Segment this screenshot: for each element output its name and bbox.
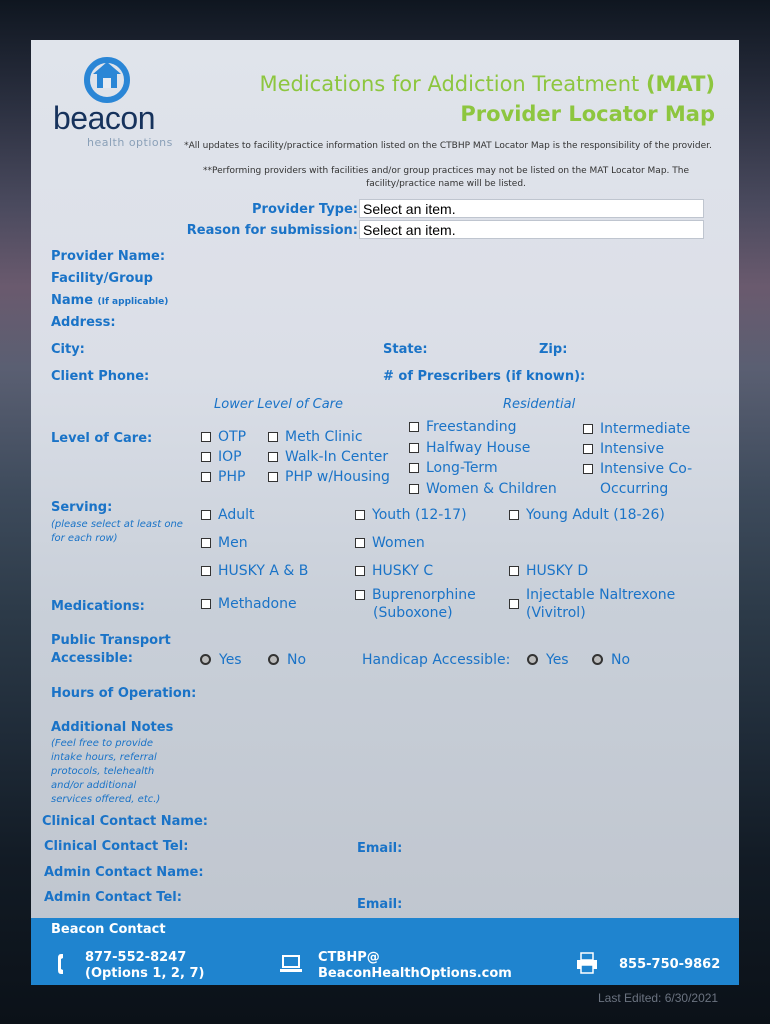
title-main: Medications for Addiction Treatment (259, 72, 640, 96)
phone-icon (57, 952, 71, 976)
halfway-label: Halfway House (426, 440, 531, 456)
provider-type-label: Provider Type: (252, 202, 358, 217)
husky-ab-label: HUSKY A & B (218, 563, 309, 579)
provider-type-select[interactable]: Select an item. (359, 199, 704, 218)
notes-hint: (Feel free to provide intake hours, referral protocols, telehealth and/or additional services offered, etc.) (51, 738, 161, 805)
footer-phone-options: (Options 1, 2, 7) (85, 966, 205, 981)
handicap-yes-label: Yes (546, 652, 569, 668)
checkbox-box[interactable] (201, 599, 211, 609)
public-transport-label-2: Accessible: (51, 651, 133, 666)
logo-tagline: health options (87, 136, 173, 149)
residential-heading: Residential (503, 397, 576, 412)
checkbox-women[interactable] (355, 535, 425, 551)
adult-label: Adult (218, 507, 255, 523)
zip-label: Zip: (539, 342, 568, 357)
checkbox-husky-d[interactable] (509, 563, 588, 579)
checkbox-box[interactable] (268, 472, 278, 482)
state-label: State: (383, 342, 428, 357)
checkbox-injectable[interactable] (509, 596, 526, 612)
laptop-icon (280, 954, 302, 974)
checkbox-box[interactable] (201, 566, 211, 576)
if-applicable-text: (If applicable) (97, 297, 169, 307)
footer-fax: 855-750-9862 (619, 957, 721, 972)
transport-yes-label: Yes (219, 652, 242, 668)
checkbox-box[interactable] (355, 566, 365, 576)
checkbox-intensive[interactable] (583, 441, 664, 457)
checkbox-intermediate[interactable] (583, 421, 690, 437)
page-title (259, 72, 715, 96)
checkbox-box[interactable] (409, 484, 419, 494)
name-label (51, 293, 168, 308)
checkbox-box[interactable] (509, 510, 519, 520)
radio-circle[interactable] (268, 654, 279, 665)
checkbox-long-term[interactable] (409, 460, 498, 476)
medications-label: Medications: (51, 599, 145, 614)
freestanding-label: Freestanding (426, 419, 517, 435)
checkbox-box[interactable] (201, 432, 211, 442)
serving-label: Serving: (51, 500, 113, 515)
level-of-care-label: Level of Care: (51, 431, 153, 446)
footer-phone: 877-552-8247 (85, 950, 187, 965)
admin-email-label: Email: (357, 897, 403, 912)
inj-label-1: Injectable Naltrexone (526, 587, 676, 603)
footer-email-line-2: BeaconHealthOptions.com (318, 966, 512, 981)
radio-handicap-no[interactable] (592, 652, 630, 668)
checkbox-box[interactable] (509, 599, 519, 609)
title-abbr: (MAT) (645, 72, 715, 96)
client-phone-label: Client Phone: (51, 369, 150, 384)
form-page (31, 40, 739, 985)
public-transport-label-1: Public Transport (51, 633, 171, 648)
checkbox-buprenorphine[interactable] (355, 587, 476, 603)
beacon-house-icon (77, 54, 137, 106)
handicap-no-label: No (611, 652, 631, 668)
checkbox-box[interactable] (268, 452, 278, 462)
checkbox-youth[interactable] (355, 507, 467, 523)
radio-circle[interactable] (592, 654, 603, 665)
checkbox-box[interactable] (355, 590, 365, 600)
page-subtitle: Provider Locator Map (460, 102, 715, 126)
radio-handicap-yes[interactable] (527, 652, 569, 668)
checkbox-iop[interactable] (201, 449, 242, 465)
husky-c-label: HUSKY C (372, 563, 434, 579)
clinical-email-label: Email: (357, 841, 403, 856)
checkbox-php[interactable] (201, 469, 245, 485)
radio-circle[interactable] (527, 654, 538, 665)
young-adult-label: Young Adult (18-26) (526, 507, 665, 523)
serving-note: (please select at least one for each row) (51, 519, 183, 544)
checkbox-walk-in[interactable] (268, 449, 388, 465)
footer-title: Beacon Contact (51, 922, 166, 937)
checkbox-box[interactable] (355, 538, 365, 548)
reason-select[interactable]: Select an item. (359, 220, 704, 239)
checkbox-freestanding[interactable] (409, 419, 516, 435)
checkbox-box[interactable] (355, 510, 365, 520)
inj-label-2: (Vivitrol) (526, 605, 586, 621)
admin-contact-tel-label: Admin Contact Tel: (44, 890, 182, 905)
reason-label: Reason for submission: (186, 223, 358, 238)
hours-label: Hours of Operation: (51, 686, 197, 701)
additional-notes-label: Additional Notes (51, 720, 174, 735)
intermediate-label: Intermediate (600, 421, 691, 437)
checkbox-box[interactable] (268, 432, 278, 442)
checkbox-box[interactable] (201, 538, 211, 548)
methadone-label: Methadone (218, 596, 297, 612)
radio-transport-no[interactable] (268, 652, 306, 668)
otp-label: OTP (218, 429, 247, 445)
checkbox-meth-clinic[interactable] (268, 429, 363, 445)
clinical-contact-name-label: Clinical Contact Name: (42, 814, 208, 829)
iop-label: IOP (218, 449, 242, 465)
radio-circle[interactable] (200, 654, 211, 665)
checkbox-box[interactable] (201, 510, 211, 520)
city-label: City: (51, 342, 85, 357)
checkbox-husky-ab[interactable] (201, 563, 308, 579)
php-label: PHP (218, 469, 246, 485)
husky-d-label: HUSKY D (526, 563, 589, 579)
women-label: Women (372, 535, 425, 551)
footer-contact-bar (31, 918, 739, 985)
checkbox-box[interactable] (409, 422, 419, 432)
intensive-co-label-2: Occurring (600, 481, 669, 497)
handicap-label: Handicap Accessible: (362, 652, 511, 668)
checkbox-box[interactable] (201, 472, 211, 482)
checkbox-box[interactable] (409, 443, 419, 453)
transport-no-label: No (287, 652, 307, 668)
youth-label: Youth (12-17) (372, 507, 467, 523)
clinical-contact-tel-label: Clinical Contact Tel: (44, 839, 189, 854)
checkbox-halfway[interactable] (409, 440, 530, 456)
lower-level-heading: Lower Level of Care (214, 397, 344, 412)
facility-group-label: Facility/Group (51, 271, 153, 286)
prescribers-label: # of Prescribers (if known): (383, 369, 586, 384)
fax-icon (576, 952, 598, 974)
men-label: Men (218, 535, 248, 551)
admin-contact-name-label: Admin Contact Name: (44, 865, 204, 880)
checkbox-box[interactable] (583, 444, 593, 454)
longterm-label: Long-Term (426, 460, 498, 476)
bup-label-2: (Suboxone) (373, 605, 453, 621)
checkbox-box[interactable] (583, 424, 593, 434)
checkbox-php-housing[interactable] (268, 469, 390, 485)
checkbox-intensive-co[interactable] (583, 461, 692, 477)
beacon-logo (51, 54, 181, 149)
provider-name-label: Provider Name: (51, 249, 166, 264)
checkbox-methadone[interactable] (201, 596, 297, 612)
header-note-1: *All updates to facility/practice information listed on the CTBHP MAT Locator Map is the responsibility of the provider. (184, 141, 712, 151)
walkin-label: Walk-In Center (285, 449, 389, 465)
checkbox-otp[interactable] (201, 429, 246, 445)
checkbox-box[interactable] (583, 464, 593, 474)
checkbox-box[interactable] (201, 452, 211, 462)
checkbox-box[interactable] (409, 463, 419, 473)
checkbox-men[interactable] (201, 535, 248, 551)
footer-email-line-1: CTBHP@ (318, 950, 380, 965)
last-edited: Last Edited: 6/30/2021 (598, 991, 719, 1005)
checkbox-young-adult[interactable] (509, 507, 665, 523)
bup-label-1: Buprenorphine (372, 587, 476, 603)
address-label: Address: (51, 315, 116, 330)
intensive-co-label-1: Intensive Co- (600, 461, 693, 477)
meth-label: Meth Clinic (285, 429, 363, 445)
checkbox-husky-c[interactable] (355, 563, 433, 579)
phpw-label: PHP w/Housing (285, 469, 390, 485)
checkbox-box[interactable] (509, 566, 519, 576)
checkbox-adult[interactable] (201, 507, 254, 523)
header-note-2: **Performing providers with facilities and/or group practices may not be listed on the MAT Locator Map. The facility/practice name will be listed. (203, 166, 689, 189)
name-text: Name (51, 293, 94, 308)
intensive-label: Intensive (600, 441, 665, 457)
logo-wordmark: beacon (53, 100, 155, 136)
checkbox-women-children[interactable] (409, 481, 557, 497)
women-children-label: Women & Children (426, 481, 557, 497)
radio-transport-yes[interactable] (200, 652, 242, 668)
